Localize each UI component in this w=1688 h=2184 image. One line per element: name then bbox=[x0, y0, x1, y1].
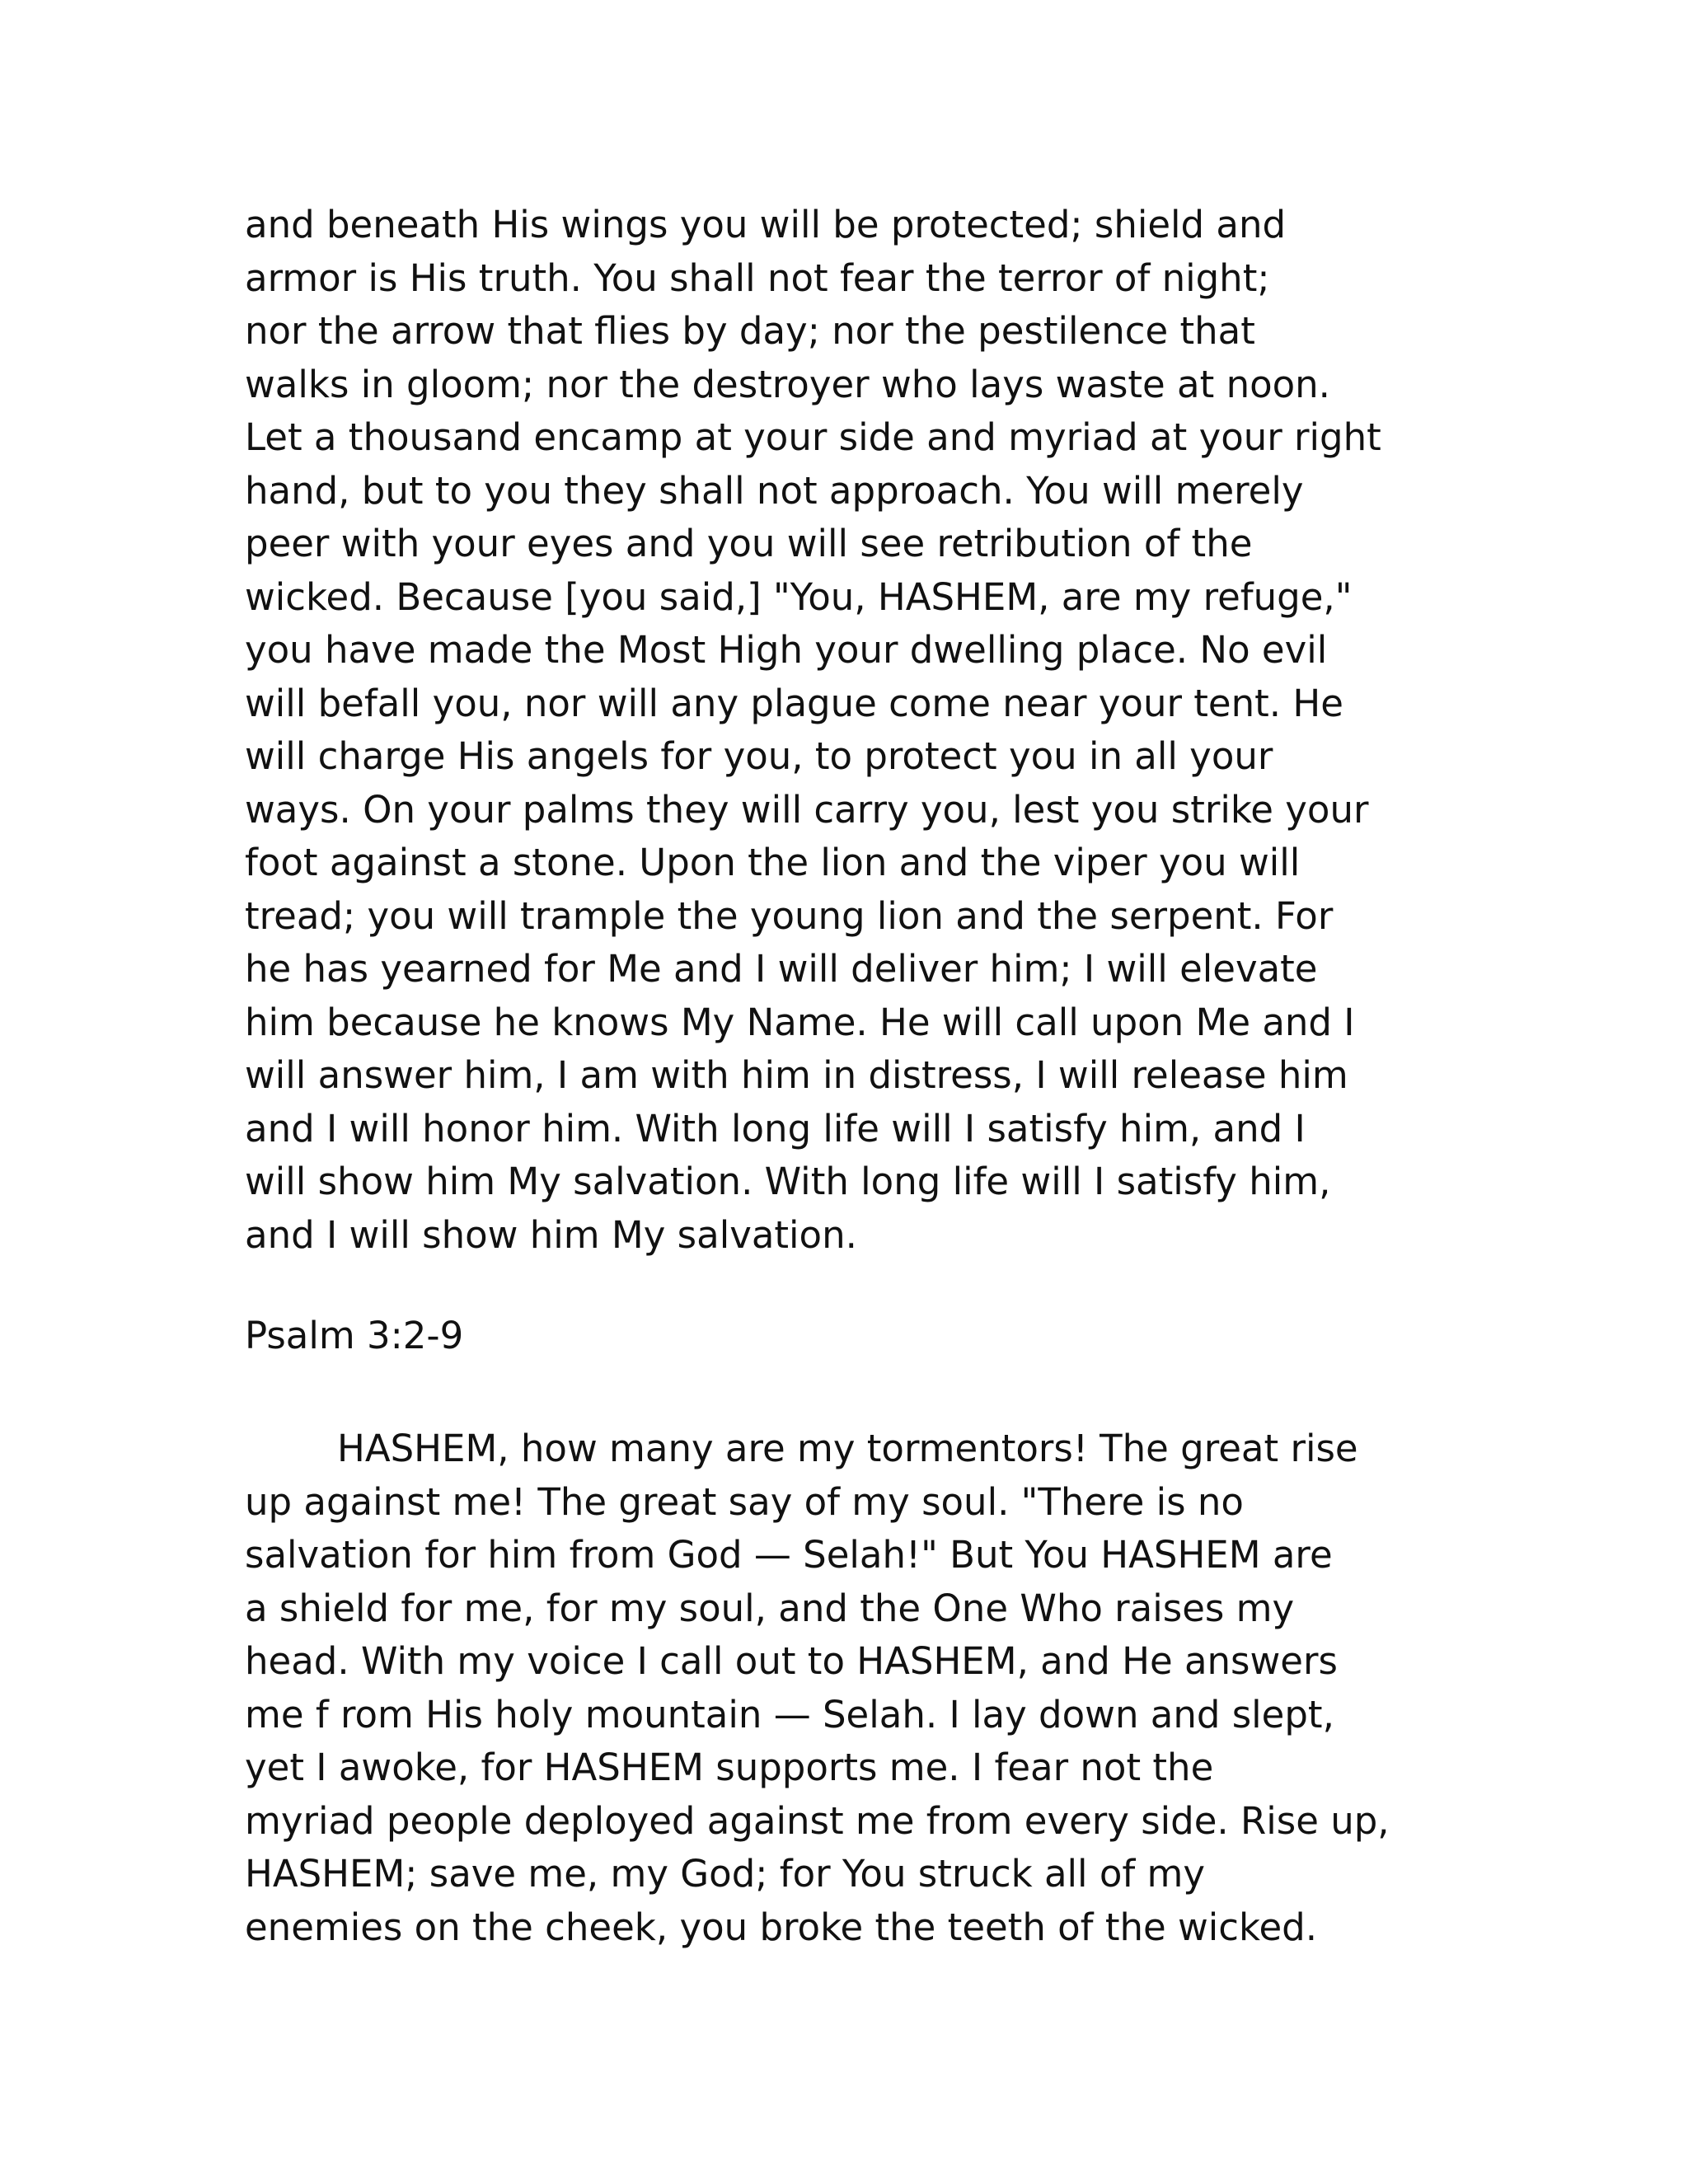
psalm-3-paragraph bbox=[245, 1422, 1415, 1954]
text-line: enemies on the cheek, you broke the teeth of the wicked. bbox=[245, 1905, 1318, 1949]
text-line: yet I awoke, for HASHEM supports me. I fear not the bbox=[245, 1746, 1214, 1789]
text-line: and beneath His wings you will be protected; shield and bbox=[245, 203, 1287, 246]
text-line: head. With my voice I call out to HASHEM, and He answers bbox=[245, 1639, 1338, 1683]
text-line: nor the arrow that flies by day; nor the pestilence that bbox=[245, 309, 1255, 353]
text-line: foot against a stone. Upon the lion and the viper you will bbox=[245, 841, 1301, 884]
section-heading-text: Psalm 3:2-9 bbox=[245, 1314, 464, 1357]
text-line: will charge His angels for you, to protect you in all your bbox=[245, 734, 1273, 778]
text-line: him because he knows My Name. He will call upon Me and I bbox=[245, 1000, 1355, 1044]
text-line: peer with your eyes and you will see retribution of the bbox=[245, 522, 1253, 565]
text-line: myriad people deployed against me from every side. Rise up, bbox=[245, 1798, 1390, 1843]
text-line: and I will show him My salvation. bbox=[245, 1212, 857, 1257]
text-line: ways. On your palms they will carry you, lest you strike your bbox=[245, 787, 1369, 832]
text-line: wicked. Because [you said,] "You, HASHEM, are my refuge," bbox=[245, 574, 1353, 619]
text-line: hand, but to you they shall not approach. You will merely bbox=[245, 468, 1304, 513]
text-line: a shield for me, for my soul, and the One Who raises my bbox=[245, 1586, 1295, 1630]
text-line: armor is His truth. You shall not fear the terror of night; bbox=[245, 255, 1270, 300]
text-line: salvation for him from God — Selah!" But You HASHEM are bbox=[245, 1533, 1333, 1577]
text-line: he has yearned for Me and I will deliver him; I will elevate bbox=[245, 947, 1318, 991]
text-line: HASHEM, how many are my tormentors! The great rise bbox=[337, 1427, 1358, 1470]
text-line: will befall you, nor will any plague come near your tent. He bbox=[245, 681, 1343, 725]
text-line: up against me! The great say of my soul. "There is no bbox=[245, 1479, 1244, 1524]
text-line: will answer him, I am with him in distress, I will release him bbox=[245, 1053, 1348, 1097]
psalm-91-continuation-paragraph bbox=[245, 199, 1415, 1262]
text-line: Let a thousand encamp at your side and myriad at your right bbox=[245, 415, 1381, 459]
text-line: you have made the Most High your dwelling place. No evil bbox=[245, 628, 1328, 672]
text-line: walks in gloom; nor the destroyer who lays waste at noon. bbox=[245, 362, 1330, 406]
text-line: HASHEM; save me, my God; for You struck all of my bbox=[245, 1852, 1206, 1896]
text-line: will show him My salvation. With long life will I satisfy him, bbox=[245, 1160, 1331, 1203]
text-line: and I will honor him. With long life will I satisfy him, and I bbox=[245, 1106, 1306, 1151]
section-heading bbox=[245, 1310, 1415, 1363]
text-line: tread; you will trample the young lion and the serpent. For bbox=[245, 893, 1334, 938]
text-line: me f rom His holy mountain — Selah. I lay down and slept, bbox=[245, 1692, 1334, 1736]
